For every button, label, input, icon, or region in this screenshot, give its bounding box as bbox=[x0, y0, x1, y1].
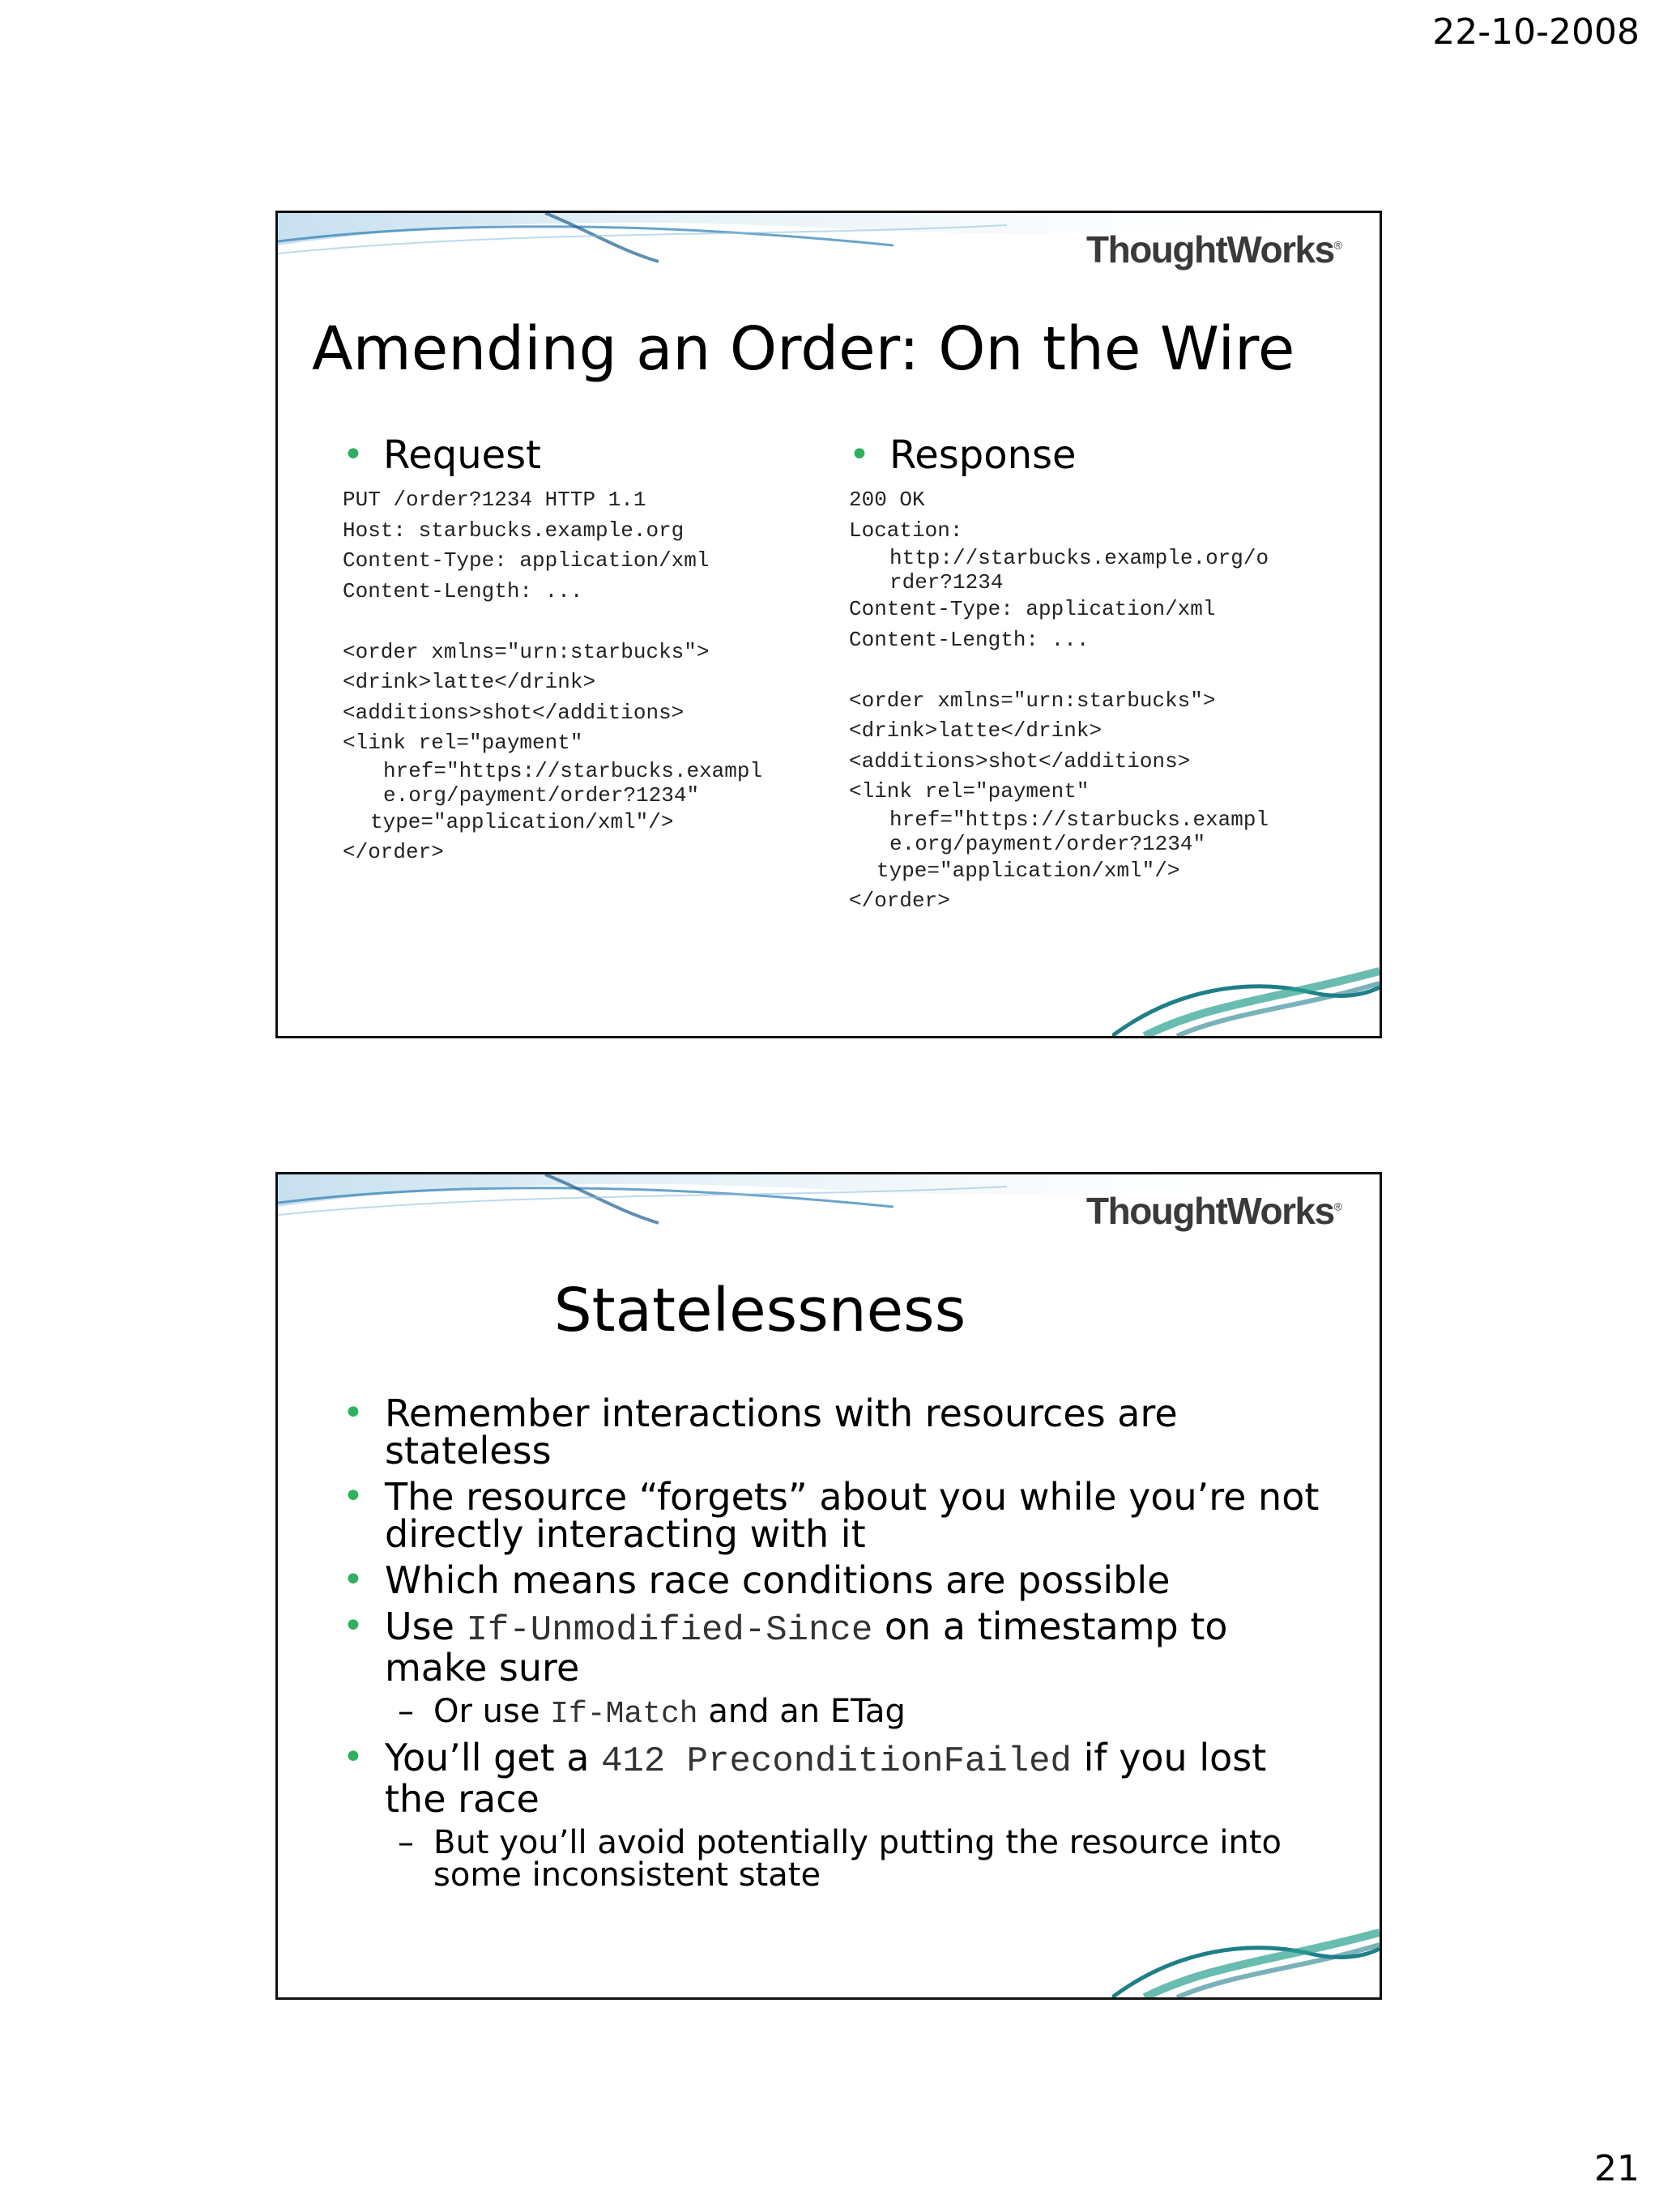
bullet-item bbox=[343, 1558, 1331, 1602]
page-date: 22-10-2008 bbox=[1432, 11, 1640, 53]
bullet-text: the race bbox=[385, 1777, 539, 1821]
code-line: href="https://starbucks.exampl bbox=[383, 758, 763, 783]
bullet-item bbox=[343, 1605, 1331, 1690]
bullet-item bbox=[343, 1392, 1331, 1473]
code-line: <order xmlns="urn:starbucks"> bbox=[849, 688, 1216, 713]
request-column bbox=[343, 432, 762, 868]
slide-statelessness bbox=[275, 1172, 1382, 2000]
code-line: Content-Length: ... bbox=[849, 627, 1090, 652]
code-line: <drink>latte</drink> bbox=[343, 670, 596, 694]
bullet-icon: • bbox=[343, 1476, 364, 1517]
code-inline: 412 PreconditionFailed bbox=[601, 1741, 1072, 1782]
sub-bullet-item bbox=[343, 1824, 1331, 1894]
thoughtworks-logo: ThoughtWorks® bbox=[1086, 228, 1342, 271]
code-line: e.org/payment/order?1234" bbox=[383, 782, 700, 808]
code-line: <order xmlns="urn:starbucks"> bbox=[343, 639, 710, 664]
bullet-icon: • bbox=[343, 1737, 364, 1778]
code-line: <drink>latte</drink> bbox=[849, 718, 1102, 743]
bullet-text: some inconsistent state bbox=[433, 1856, 821, 1894]
code-inline: If-Unmodified-Since bbox=[466, 1610, 873, 1651]
code-line: </order> bbox=[343, 840, 444, 864]
bullet-text: Remember interactions with resources are stateless bbox=[385, 1392, 1178, 1473]
request-heading bbox=[343, 432, 762, 479]
bullet-text: Use bbox=[385, 1605, 467, 1648]
code-line: Host: starbucks.example.org bbox=[343, 518, 684, 543]
request-code bbox=[343, 485, 762, 868]
bullet-text: But you’ll avoid potentially putting the resource into bbox=[433, 1824, 1282, 1861]
bullet-text: and an ETag bbox=[697, 1693, 906, 1730]
sub-bullet-item bbox=[343, 1695, 1331, 1731]
dash-icon: – bbox=[398, 1824, 414, 1861]
code-line: type="application/xml"/> bbox=[370, 809, 674, 834]
bullet-text: The resource “forgets” about you while you’re not bbox=[385, 1475, 1320, 1519]
response-code bbox=[849, 485, 1269, 917]
code-line: Content-Length: ... bbox=[343, 578, 583, 603]
swoosh-decoration-bottom bbox=[1112, 963, 1380, 1036]
bullet-icon: • bbox=[343, 1559, 364, 1600]
bullet-text: make sure bbox=[385, 1646, 580, 1690]
slide-amending-order bbox=[275, 211, 1382, 1038]
code-line: <link rel="payment" bbox=[343, 731, 583, 755]
code-line: rder?1234 bbox=[889, 570, 1004, 595]
bullet-icon: • bbox=[343, 434, 364, 475]
bullet-icon: • bbox=[343, 1605, 364, 1647]
bullet-text: if you lost bbox=[1071, 1736, 1267, 1779]
page-number: 21 bbox=[1594, 2148, 1640, 2189]
bullet-icon: • bbox=[849, 434, 870, 475]
request-heading-label: Request bbox=[383, 433, 541, 478]
bullet-text: Which means race conditions are possible bbox=[385, 1558, 1171, 1602]
bullet-text: You’ll get a bbox=[385, 1736, 602, 1779]
slide-title: Amending an Order: On the Wire bbox=[312, 314, 1295, 384]
response-column bbox=[849, 432, 1269, 917]
code-inline: If-Match bbox=[550, 1697, 698, 1732]
bullet-item bbox=[343, 1475, 1331, 1556]
dash-icon: – bbox=[398, 1693, 414, 1730]
response-heading-label: Response bbox=[889, 433, 1077, 478]
code-line: <additions>shot</additions> bbox=[849, 748, 1191, 774]
code-line: Content-Type: application/xml bbox=[849, 597, 1216, 621]
swoosh-decoration-bottom bbox=[1112, 1924, 1380, 1997]
code-line: Content-Type: application/xml bbox=[343, 548, 710, 573]
code-line: Location: bbox=[849, 518, 963, 543]
bullet-text: Or use bbox=[433, 1693, 551, 1730]
bullet-text: on a timestamp to bbox=[872, 1605, 1228, 1648]
bullet-item bbox=[343, 1736, 1331, 1821]
bullet-list bbox=[343, 1392, 1331, 1899]
response-heading bbox=[849, 432, 1269, 479]
code-line: <additions>shot</additions> bbox=[343, 700, 684, 725]
code-line: href="https://starbucks.exampl bbox=[889, 807, 1269, 832]
code-line: PUT /order?1234 HTTP 1.1 bbox=[343, 488, 646, 512]
code-line: e.org/payment/order?1234" bbox=[889, 831, 1206, 856]
bullet-icon: • bbox=[343, 1392, 364, 1434]
code-line: 200 OK bbox=[849, 488, 925, 512]
code-line: </order> bbox=[849, 889, 950, 913]
thoughtworks-logo: ThoughtWorks® bbox=[1086, 1190, 1342, 1232]
code-line: http://starbucks.example.org/o bbox=[889, 546, 1269, 570]
code-line: type="application/xml"/> bbox=[876, 858, 1180, 883]
slide-title: Statelessness bbox=[553, 1276, 966, 1345]
bullet-text: directly interacting with it bbox=[385, 1512, 866, 1556]
code-line: <link rel="payment" bbox=[849, 779, 1090, 803]
